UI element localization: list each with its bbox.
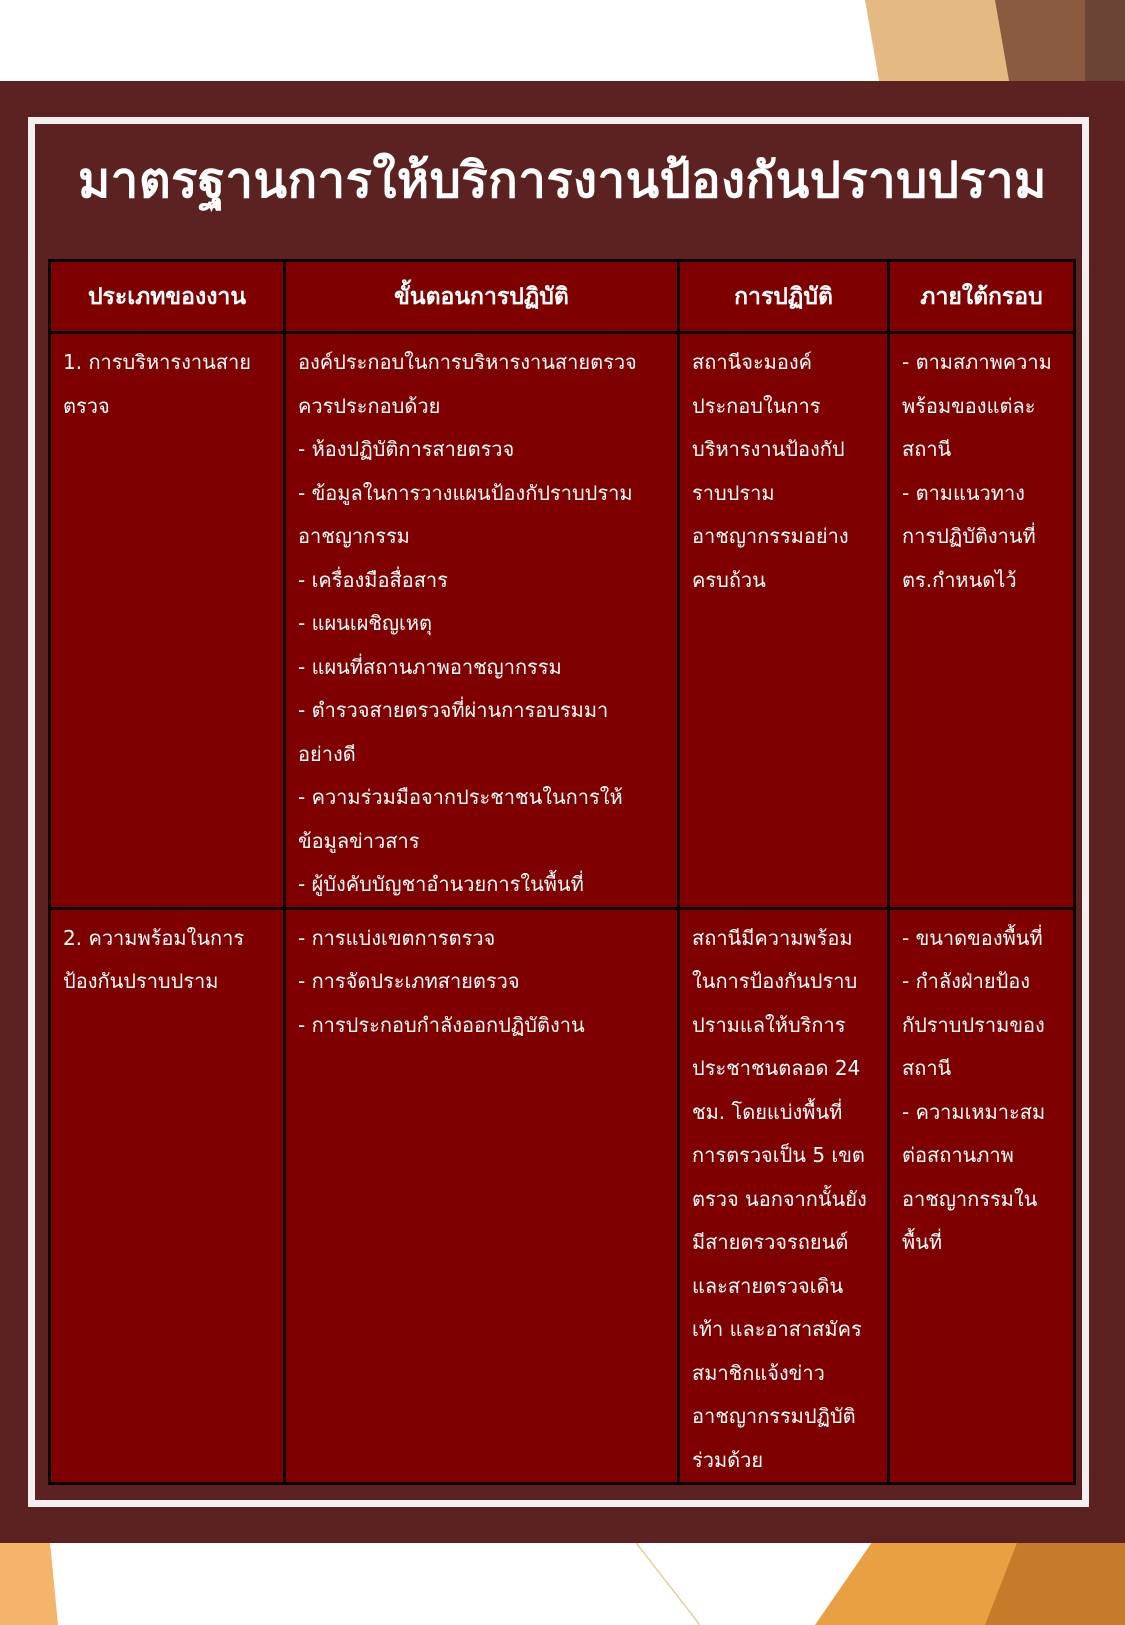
cell-line: และสายตรวจเดิน [692, 1273, 844, 1298]
cell-line: สถานี [902, 1056, 952, 1080]
cell-practice [679, 908, 889, 1484]
cell-line: สถานี [902, 437, 952, 461]
header-practice: การปฏิบัติ [679, 261, 889, 333]
cell-line: - ตำรวจสายตรวจที่ผ่านการอบรมมา [298, 698, 609, 722]
cell-line: องค์ประกอบในการบริหารงานสายตรวจ [298, 350, 637, 374]
cell-line: - ความร่วมมือจากประชาชนในการให้ [298, 785, 623, 809]
cell-line: - ตามสภาพความ [902, 350, 1052, 374]
cell-framework [889, 333, 1075, 909]
cell-line: ป้องกันปราบปราม [63, 969, 219, 993]
cell-practice [679, 333, 889, 909]
cell-line: อาชญากรรมปฏิบัติ [692, 1404, 856, 1428]
cell-line: พื้นที่ [902, 1230, 943, 1254]
cell-line: ในการป้องกันปราบ [692, 969, 858, 993]
cell-line: - แผนเผชิญเหตุ [298, 611, 433, 635]
table-header-row [50, 261, 1075, 333]
standards-table [48, 259, 1076, 1485]
cell-procedure [285, 908, 679, 1484]
cell-line: บริหารงานป้องกัป [692, 437, 845, 461]
cell-procedure [285, 333, 679, 909]
cell-line: เท้า และอาสาสมัคร [692, 1317, 862, 1341]
cell-line: - การประกอบกำลังออกปฏิบัติงาน [298, 1012, 585, 1037]
cell-line: สถานีจะมองค์ [692, 350, 813, 374]
cell-line: - ตามแนวทาง [902, 480, 1025, 505]
decor-shape-bottom-left [0, 1535, 58, 1625]
cell-framework [889, 908, 1075, 1484]
cell-line: ตรวจ นอกจากนั้นยัง [692, 1186, 867, 1211]
cell-line: - ข้อมูลในการวางแผนป้องกัปราบปราม [298, 480, 633, 505]
cell-line: - การแบ่งเขตการตรวจ [298, 925, 496, 950]
cell-line: - แผนที่สถานภาพอาชญากรรม [298, 654, 562, 679]
cell-line: ตรวจ [63, 393, 110, 418]
cell-line: ชม. โดยแบ่งพื้นที่ [692, 1099, 843, 1124]
cell-line: 1. การบริหารงานสาย [63, 350, 251, 374]
cell-line: ประชาชนตลอด 24 [692, 1056, 861, 1080]
cell-line: - การจัดประเภทสายตรวจ [298, 969, 520, 993]
cell-line: ประกอบในการ [692, 393, 821, 418]
page-title: มาตรฐานการให้บริการงานป้องกันปราบปราม [78, 152, 1047, 209]
cell-line: - เครื่องมือสื่อสาร [298, 567, 448, 592]
table-row [50, 333, 1075, 909]
cell-line: ควรประกอบด้วย [298, 393, 441, 418]
header-work-type: ประเภทของงาน [50, 261, 285, 333]
cell-line: ร่วมด้วย [692, 1447, 764, 1472]
cell-line: ราบปราม [692, 480, 775, 505]
cell-work-type [50, 908, 285, 1484]
header-procedure: ขั้นตอนการปฏิบัติ [285, 261, 679, 333]
cell-line: พร้อมของแต่ละ [902, 393, 1036, 418]
cell-line: มีสายตรวจรถยนต์ [692, 1230, 849, 1254]
cell-line: กัปราบปรามของ [902, 1012, 1045, 1037]
decor-shape-top-right-edge [1085, 0, 1125, 90]
header-framework: ภายใต้กรอบ [889, 261, 1075, 333]
cell-line: อาชญากรรมอย่าง [692, 524, 849, 548]
slide-panel [0, 81, 1125, 1543]
decor-line-bottom [630, 1535, 700, 1625]
cell-line: ครบถ้วน [692, 567, 766, 592]
cell-line: 2. ความพร้อมในการ [63, 925, 245, 950]
cell-line: ปรามแลให้บริการ [692, 1012, 846, 1037]
cell-line: ต่อสถานภาพ [902, 1143, 1014, 1167]
cell-line: อาชญากรรมใน [902, 1186, 1038, 1211]
cell-line: การตรวจเป็น 5 เขต [692, 1143, 865, 1167]
cell-line: - ความเหมาะสม [902, 1099, 1046, 1124]
cell-work-type [50, 333, 285, 909]
cell-line: - ผู้บังคับบัญชาอำนวยการในพื้นที่ [298, 872, 584, 896]
standards-table-container [48, 259, 1073, 1485]
cell-line: สถานีมีความพร้อม [692, 925, 853, 950]
cell-line: ข้อมูลข่าวสาร [298, 828, 420, 853]
cell-line: - ห้องปฏิบัติการสายตรวจ [298, 437, 515, 461]
cell-line: การปฏิบัติงานที่ [902, 524, 1036, 548]
cell-line: สมาชิกแจ้งข่าว [692, 1360, 825, 1385]
cell-line: ตร.กำหนดไว้ [902, 567, 1017, 592]
cell-line: - ขนาดของพื้นที่ [902, 925, 1043, 950]
cell-line: - กำลังฝ่ายป้อง [902, 969, 1031, 993]
table-row [50, 908, 1075, 1484]
cell-line: อย่างดี [298, 741, 356, 766]
cell-line: อาชญากรรม [298, 524, 410, 548]
